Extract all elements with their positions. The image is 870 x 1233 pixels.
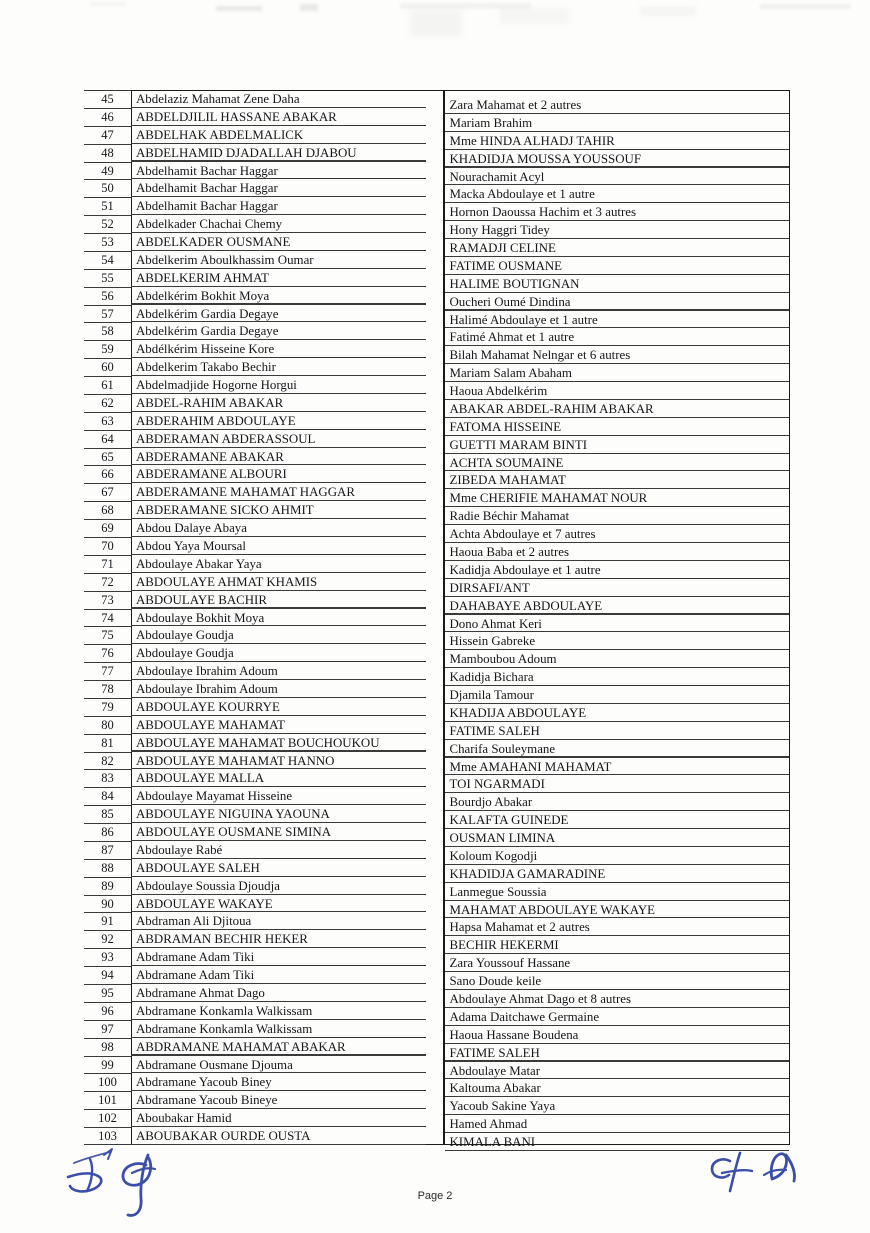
row-number: 88 xyxy=(84,859,131,877)
cell-counterpart: Adama Daitchawe Germaine xyxy=(445,1008,791,1026)
cell-name: Abdelkérim Gardia Degaye xyxy=(131,305,443,323)
row-number: 66 xyxy=(84,465,131,483)
table-row xyxy=(84,662,790,685)
row-number: 90 xyxy=(84,895,131,913)
cell-name: ABDOULAYE WAKAYE xyxy=(131,895,443,913)
cell-name: ABDERAMANE SICKO AHMIT xyxy=(131,501,443,519)
row-number: 57 xyxy=(84,305,131,323)
row-number: 56 xyxy=(84,287,131,305)
cell-name: Abdramane Ousmane Djouma xyxy=(131,1056,443,1074)
table-row xyxy=(84,358,790,381)
row-number: 81 xyxy=(84,734,131,752)
cell-counterpart: OUSMAN LIMINA xyxy=(445,829,791,847)
table-row xyxy=(84,1127,790,1150)
cell-name: ABDELKADER OUSMANE xyxy=(131,233,443,251)
cell-counterpart: Hony Haggri Tidey xyxy=(445,221,791,239)
row-number: 94 xyxy=(84,966,131,984)
cell-name: ABDOULAYE MAHAMAT HANNO xyxy=(131,752,443,770)
table-row xyxy=(84,912,790,935)
row-number: 102 xyxy=(84,1109,131,1127)
registry-table xyxy=(84,90,790,1150)
row-number: 77 xyxy=(84,662,131,680)
cell-counterpart: RAMADJI CELINE xyxy=(445,239,791,257)
cell-counterpart: Hapsa Mahamat et 2 autres xyxy=(445,918,791,936)
cell-counterpart: KIMALA BANI xyxy=(445,1133,791,1151)
table-row xyxy=(84,698,790,720)
cell-name: ABDELHAK ABDELMALICK xyxy=(131,126,443,144)
table-row xyxy=(84,537,790,559)
cell-counterpart: FATIME SALEH xyxy=(445,1044,791,1062)
cell-counterpart: Yacoub Sakine Yaya xyxy=(445,1097,791,1115)
row-number: 85 xyxy=(84,805,131,823)
cell-name: Abdelhamit Bachar Haggar xyxy=(131,162,443,180)
cell-counterpart: Kaltouma Abakar xyxy=(445,1079,791,1097)
row-number: 70 xyxy=(84,537,131,555)
table-row xyxy=(84,644,790,667)
cell-counterpart: Radie Béchir Mahamat xyxy=(445,507,791,525)
row-number: 60 xyxy=(84,358,131,376)
cell-counterpart: Oucheri Oumé Dindina xyxy=(445,293,791,311)
row-number: 68 xyxy=(84,501,131,519)
cell-name: Abdelhamit Bachar Haggar xyxy=(131,197,443,215)
cell-name: ABDOULAYE AHMAT KHAMIS xyxy=(131,573,443,591)
cell-counterpart: Mariam Brahim xyxy=(445,114,791,132)
cell-counterpart: Nourachamit Acyl xyxy=(445,168,791,186)
cell-name: Abdramane Adam Tiki xyxy=(131,948,443,966)
cell-counterpart: Macka Abdoulaye et 1 autre xyxy=(445,185,791,203)
table-row xyxy=(84,430,790,452)
table-row xyxy=(84,1091,790,1114)
row-number: 100 xyxy=(84,1073,131,1091)
cell-counterpart: Mme HINDA ALHADJ TAHIR xyxy=(445,132,791,150)
table-row xyxy=(84,1056,790,1078)
cell-name: Abdramane Konkamla Walkissam xyxy=(131,1002,443,1020)
table-row xyxy=(84,305,790,327)
cell-counterpart: Sano Doude keile xyxy=(445,972,791,990)
row-number: 75 xyxy=(84,626,131,644)
row-number: 73 xyxy=(84,591,131,609)
row-number: 96 xyxy=(84,1002,131,1020)
scan-artifact xyxy=(216,6,262,11)
table-row xyxy=(84,448,790,470)
cell-name: Abdelaziz Mahamat Zene Daha xyxy=(131,90,443,108)
page-number: Page 2 xyxy=(417,1190,453,1202)
table-row xyxy=(84,1002,790,1024)
cell-name: ABDOULAYE BACHIR xyxy=(131,591,443,609)
cell-name: Abdoulaye Soussia Djoudja xyxy=(131,877,443,895)
row-number: 65 xyxy=(84,448,131,466)
table-row xyxy=(84,233,790,256)
table-row xyxy=(84,179,790,202)
table-row xyxy=(84,501,790,524)
row-number: 83 xyxy=(84,769,131,787)
cell-name: Abdramane Yacoub Bineye xyxy=(131,1091,443,1109)
row-number: 71 xyxy=(84,555,131,573)
cell-name: ABOUBAKAR OURDE OUSTA xyxy=(131,1127,443,1145)
table-row xyxy=(84,769,790,792)
row-number: 46 xyxy=(84,108,131,126)
cell-name: ABDOULAYE OUSMANE SIMINA xyxy=(131,823,443,841)
table-row xyxy=(84,948,790,971)
cell-name: Abdelkerim Aboulkhassim Oumar xyxy=(131,251,443,269)
cell-name: Abdelkérim Bokhit Moya xyxy=(131,287,443,305)
table-row xyxy=(84,859,790,881)
cell-name: ABDERAHIM ABDOULAYE xyxy=(131,412,443,430)
cell-name: Abdelmadjide Hogorne Horgui xyxy=(131,376,443,394)
cell-name: ABDRAMANE MAHAMAT ABAKAR xyxy=(131,1038,443,1056)
row-number: 59 xyxy=(84,340,131,358)
cell-counterpart: Haoua Baba et 2 autres xyxy=(445,543,791,561)
cell-counterpart: TOI NGARMADI xyxy=(445,775,791,793)
cell-counterpart: Fatimé Ahmat et 1 autre xyxy=(445,328,791,346)
table-row xyxy=(84,90,790,112)
row-number: 51 xyxy=(84,197,131,215)
cell-counterpart: Dono Ahmat Keri xyxy=(445,615,791,633)
cell-counterpart: FATIME OUSMANE xyxy=(445,257,791,275)
cell-name: ABDERAMANE MAHAMAT HAGGAR xyxy=(131,483,443,501)
handwritten-signature-right xyxy=(700,1145,830,1215)
cell-name: ABDERAMANE ABAKAR xyxy=(131,448,443,466)
cell-counterpart: KALAFTA GUINEDE xyxy=(445,811,791,829)
cell-counterpart: Abdoulaye Matar xyxy=(445,1062,791,1080)
cell-name: ABDOULAYE KOURRYE xyxy=(131,698,443,716)
table-row xyxy=(84,966,790,989)
table-row xyxy=(84,251,790,273)
row-number: 48 xyxy=(84,144,131,162)
cell-counterpart: Mme AMAHANI MAHAMAT xyxy=(445,758,791,776)
row-number: 92 xyxy=(84,930,131,948)
row-number: 47 xyxy=(84,126,131,144)
row-number: 76 xyxy=(84,644,131,662)
table-row xyxy=(84,519,790,542)
table-row xyxy=(84,465,790,488)
cell-counterpart: Mme CHERIFIE MAHAMAT NOUR xyxy=(445,489,791,507)
table-row xyxy=(84,626,790,649)
table-row xyxy=(84,1073,790,1096)
table-row xyxy=(84,805,790,828)
cell-name: Abdoulaye Ibrahim Adoum xyxy=(131,662,443,680)
cell-name: ABDELKERIM AHMAT xyxy=(131,269,443,287)
cell-name: ABDOULAYE MAHAMAT BOUCHOUKOU xyxy=(131,734,443,752)
cell-counterpart: FATOMA HISSEINE xyxy=(445,418,791,436)
cell-counterpart: GUETTI MARAM BINTI xyxy=(445,436,791,454)
table-row xyxy=(84,823,790,846)
table-row xyxy=(84,752,790,774)
cell-counterpart: DAHABAYE ABDOULAYE xyxy=(445,597,791,615)
row-number: 103 xyxy=(84,1127,131,1145)
cell-counterpart: Zara Mahamat et 2 autres xyxy=(445,96,791,114)
cell-name: Abdoulaye Ibrahim Adoum xyxy=(131,680,443,698)
cell-counterpart: Koloum Kogodji xyxy=(445,847,791,865)
row-number: 91 xyxy=(84,912,131,930)
row-number: 74 xyxy=(84,609,131,627)
row-number: 97 xyxy=(84,1020,131,1038)
row-number: 50 xyxy=(84,179,131,197)
cell-name: ABDOULAYE SALEH xyxy=(131,859,443,877)
row-number: 99 xyxy=(84,1056,131,1074)
cell-counterpart: Lanmegue Soussia xyxy=(445,883,791,901)
table-row xyxy=(84,573,790,595)
cell-counterpart: MAHAMAT ABDOULAYE WAKAYE xyxy=(445,901,791,919)
row-number: 78 xyxy=(84,680,131,698)
cell-counterpart: Hamed Ahmad xyxy=(445,1115,791,1133)
table-row xyxy=(84,877,790,899)
row-number: 93 xyxy=(84,948,131,966)
cell-name: Abdoulaye Rabé xyxy=(131,841,443,859)
cell-counterpart: Mamboubou Adoum xyxy=(445,650,791,668)
cell-name: ABDEL-RAHIM ABAKAR xyxy=(131,394,443,412)
cell-counterpart: Charifa Souleymane xyxy=(445,740,791,758)
row-number: 63 xyxy=(84,412,131,430)
table-row xyxy=(84,483,790,506)
table-row xyxy=(84,716,790,738)
cell-name: ABDOULAYE MALLA xyxy=(131,769,443,787)
cell-name: Abdelkader Chachai Chemy xyxy=(131,215,443,233)
cell-counterpart: Zara Youssouf Hassane xyxy=(445,954,791,972)
cell-name: Abdoulaye Bokhit Moya xyxy=(131,609,443,627)
cell-name: ABDOULAYE NIGUINA YAOUNA xyxy=(131,805,443,823)
row-number: 98 xyxy=(84,1038,131,1056)
cell-counterpart: KHADIDJA GAMARADINE xyxy=(445,865,791,883)
cell-counterpart: Hornon Daoussa Hachim et 3 autres xyxy=(445,203,791,221)
cell-counterpart: Kadidja Bichara xyxy=(445,668,791,686)
table-row xyxy=(84,144,790,166)
cell-name: ABDERAMANE ALBOURI xyxy=(131,465,443,483)
cell-name: ABDELHAMID DJADALLAH DJABOU xyxy=(131,144,443,162)
row-number: 62 xyxy=(84,394,131,412)
row-number: 69 xyxy=(84,519,131,537)
row-number: 89 xyxy=(84,877,131,895)
cell-name: Abdelhamit Bachar Haggar xyxy=(131,179,443,197)
row-number: 54 xyxy=(84,251,131,269)
cell-counterpart: ACHTA SOUMAINE xyxy=(445,454,791,472)
cell-counterpart: Bourdjo Abakar xyxy=(445,793,791,811)
table-row xyxy=(84,984,790,1006)
cell-counterpart: HALIME BOUTIGNAN xyxy=(445,275,791,293)
table-row xyxy=(84,197,790,220)
cell-name: Abdelkérim Gardia Degaye xyxy=(131,322,443,340)
row-number: 101 xyxy=(84,1091,131,1109)
table-row xyxy=(84,555,790,577)
table-row xyxy=(84,680,790,703)
cell-counterpart: ZIBEDA MAHAMAT xyxy=(445,471,791,489)
row-number: 53 xyxy=(84,233,131,251)
cell-name: ABDERAMAN ABDERASSOUL xyxy=(131,430,443,448)
cell-name: Abdélkérim Hisseine Kore xyxy=(131,340,443,358)
table-row xyxy=(84,287,790,309)
row-number: 64 xyxy=(84,430,131,448)
row-number: 82 xyxy=(84,752,131,770)
row-number: 49 xyxy=(84,162,131,180)
table-row xyxy=(84,215,790,238)
table-row xyxy=(84,108,790,130)
row-number: 84 xyxy=(84,787,131,805)
scan-artifact xyxy=(760,4,850,9)
cell-counterpart: Halimé Abdoulaye et 1 autre xyxy=(445,311,791,329)
cell-name: ABDELDJILIL HASSANE ABAKAR xyxy=(131,108,443,126)
row-number: 67 xyxy=(84,483,131,501)
table-row xyxy=(84,126,790,148)
table-row xyxy=(84,841,790,863)
table-row xyxy=(84,609,790,631)
cell-counterpart: Achta Abdoulaye et 7 autres xyxy=(445,525,791,543)
table-row xyxy=(84,322,790,345)
scan-artifact xyxy=(90,2,126,6)
cell-counterpart: Djamila Tamour xyxy=(445,686,791,704)
table-row xyxy=(84,734,790,756)
row-number: 95 xyxy=(84,984,131,1002)
row-number: 79 xyxy=(84,698,131,716)
row-number: 72 xyxy=(84,573,131,591)
table-row xyxy=(84,412,790,434)
cell-name: Abdou Yaya Moursal xyxy=(131,537,443,555)
cell-name: Abdramane Konkamla Walkissam xyxy=(131,1020,443,1038)
cell-name: Aboubakar Hamid xyxy=(131,1109,443,1127)
table-row xyxy=(84,895,790,917)
cell-name: Abdoulaye Goudja xyxy=(131,626,443,644)
cell-name: Abdraman Ali Djitoua xyxy=(131,912,443,930)
row-number: 80 xyxy=(84,716,131,734)
scan-artifact xyxy=(500,8,570,24)
row-number: 52 xyxy=(84,215,131,233)
cell-counterpart: BECHIR HEKERMI xyxy=(445,936,791,954)
cell-counterpart: FATIME SALEH xyxy=(445,722,791,740)
table-row xyxy=(84,591,790,613)
cell-counterpart: Haoua Abdelkérim xyxy=(445,382,791,400)
row-number: 45 xyxy=(84,90,131,108)
row-number: 61 xyxy=(84,376,131,394)
scan-artifact xyxy=(640,6,696,16)
cell-counterpart: KHADIJA ABDOULAYE xyxy=(445,704,791,722)
row-number: 55 xyxy=(84,269,131,287)
table-row xyxy=(84,394,790,416)
table-row xyxy=(84,930,790,953)
cell-name: Abdelkerim Takabo Bechir xyxy=(131,358,443,376)
cell-counterpart: KHADIDJA MOUSSA YOUSSOUF xyxy=(445,150,791,168)
table-row xyxy=(84,162,790,184)
table-row xyxy=(84,376,790,399)
cell-name: Abdou Dalaye Abaya xyxy=(131,519,443,537)
table-row xyxy=(84,1038,790,1060)
scan-artifact xyxy=(410,9,462,37)
row-number: 87 xyxy=(84,841,131,859)
table-row xyxy=(84,1109,790,1132)
row-number: 58 xyxy=(84,322,131,340)
cell-counterpart: Bilah Mahamat Nelngar et 6 autres xyxy=(445,346,791,364)
cell-name: ABDRAMAN BECHIR HEKER xyxy=(131,930,443,948)
table-body xyxy=(84,90,790,1150)
cell-counterpart: Kadidja Abdoulaye et 1 autre xyxy=(445,561,791,579)
cell-name: Abdoulaye Mayamat Hisseine xyxy=(131,787,443,805)
table-row xyxy=(84,787,790,810)
handwritten-signature-left xyxy=(60,1143,240,1223)
cell-name: ABDOULAYE MAHAMAT xyxy=(131,716,443,734)
cell-name: Abdoulaye Abakar Yaya xyxy=(131,555,443,573)
scan-artifact xyxy=(300,4,318,11)
table-row xyxy=(84,340,790,363)
table-row xyxy=(84,1020,790,1042)
cell-name: Abdramane Yacoub Biney xyxy=(131,1073,443,1091)
cell-counterpart: Haoua Hassane Boudena xyxy=(445,1026,791,1044)
cell-name: Abdoulaye Goudja xyxy=(131,644,443,662)
cell-counterpart: DIRSAFI/ANT xyxy=(445,579,791,597)
cell-counterpart: ABAKAR ABDEL-RAHIM ABAKAR xyxy=(445,400,791,418)
cell-name: Abdramane Ahmat Dago xyxy=(131,984,443,1002)
cell-counterpart: Mariam Salam Abaham xyxy=(445,364,791,382)
table-row xyxy=(84,269,790,291)
cell-name: Abdramane Adam Tiki xyxy=(131,966,443,984)
row-number: 86 xyxy=(84,823,131,841)
cell-counterpart: Abdoulaye Ahmat Dago et 8 autres xyxy=(445,990,791,1008)
cell-counterpart: Hissein Gabreke xyxy=(445,632,791,650)
